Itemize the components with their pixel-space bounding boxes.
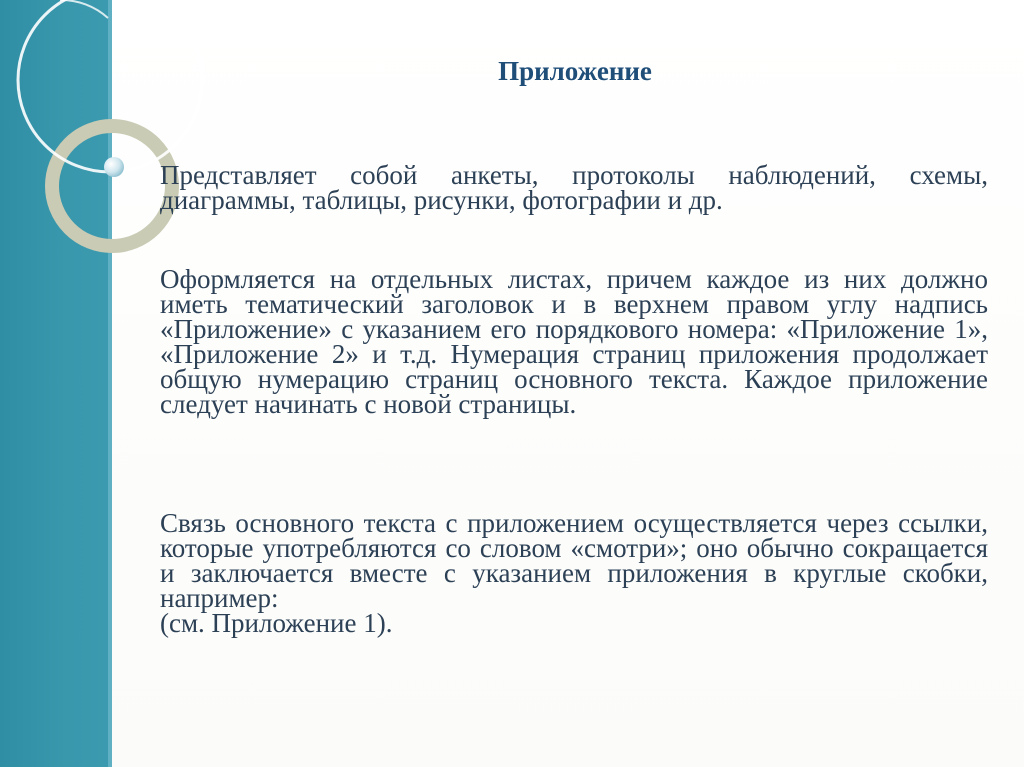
paragraph-1: Представляет собой анкеты, протоколы наблюдений, схемы, диаграммы, таблицы, рисунки, фотографии и др.: [160, 160, 988, 215]
paragraph-3-main: Связь основного текста с приложением осуществляется через ссылки, которые употребляются со словом «смотри»; оно обычно сокращается и заключается вместе с указанием приложения в круглые скобки, например:: [160, 508, 988, 613]
bubble-icon: [104, 157, 124, 177]
decorative-rings: [0, 0, 260, 300]
ring-large: [52, 126, 172, 246]
paragraph-2: Оформляется на отдельных листах, причем каждое из них должно иметь тематический заголовок и в верхнем правом углу надпись «Приложение» с указанием его порядкового номера: «Приложение 1», «Приложение 2» и т.д. Нумерация страниц приложения продолжает общую нумерацию страниц основного текста. Каждое приложение следует начинать с новой страницы.: [160, 264, 988, 419]
arc-top: [60, 0, 108, 18]
paragraph-3-example: (см. Приложение 1).: [160, 608, 393, 638]
paragraph-3: [160, 508, 988, 638]
slide-title: Приложение: [498, 56, 652, 86]
